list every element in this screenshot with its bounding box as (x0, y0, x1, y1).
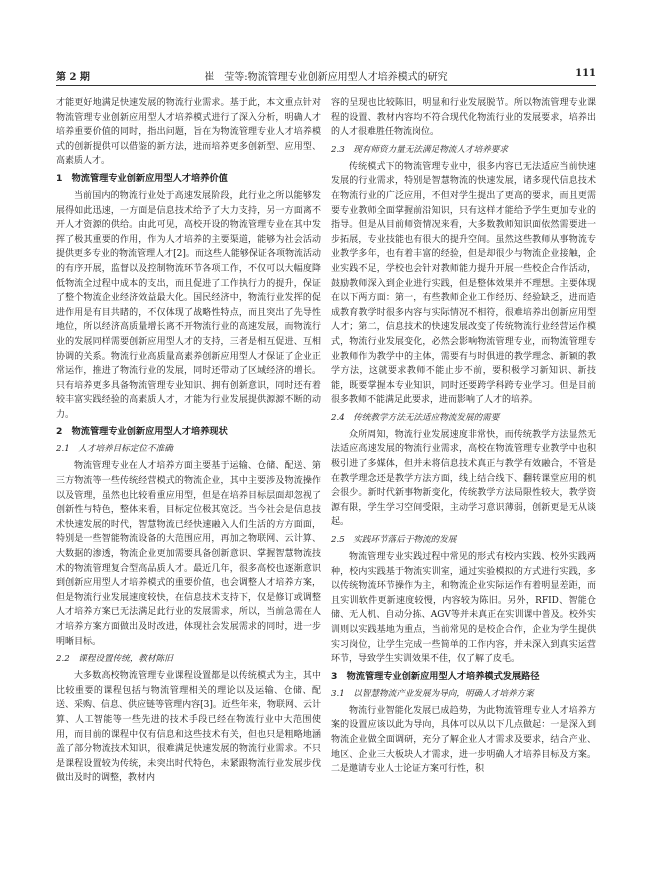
section-2-4-paragraph: 众所周知，物流行业发展速度非常快，而传统教学方法显然无法适应高速发展的物流行业需求，高校在物流管理专业教学中也积极引进了多媒体，但并未将信息技术真正与教学有效融合，不管是在教学理念还是教学方法方面，线上结合线下、翻转课堂应用的机会很少。新时代新事物新变化，传统教学方法局限性较大，教学资源有限，学生学习空间受限，主动学习意识薄弱，创新更是无从谈起。 (331, 429, 596, 528)
section-2-3-paragraph: 传统模式下的物流管理专业中，很多内容已无法适应当前快速发展的行业需求，特别是智慧物流的快速发展，诸多现代信息技术在物流行业的广泛应用，不但对学生提出了更高的要求，而且更需要专业教师全面掌握前沿知识，只有这样才能给予学生更加专业的指导。但是从目前师资情况来看，大多数教师知识面依然需要进一步拓展，专业技能也有很大的提升空间。虽然这些教师从事物流专业教学多年，也有着丰富的经验，但是却很少与物流企业接触，企业实践不足，学校也会针对教师能力提升开展一些校企合作活动，鼓励教师深入到企业进行实践，但是整体效果并不理想。主要体现在以下两方面：第一，有些教师企业工作经历、经验缺乏，进而造成教育教学时很多内容与实际情况不相符，很难培养出创新应用型人才；第二，信息技术的快速发展改变了传统物流行业经营运作模式，物流行业发展变化，必然会影响物流管理专业，而物流管理专业教师作为教学中的主体，需要有与时俱进的教学理念、新颖的教学方法，这就要求教师不能止步不前，要积极学习新知识、新技能，既要掌握本专业知识，同时还要跨学科跨专业学习。但是目前很多教师不能满足此要求，进而影响了人才的培养。 (331, 161, 596, 406)
section-2-5-heading: 2.5 实践环节落后于物流的发展 (331, 535, 457, 546)
section-2-3-heading: 2.3 现有师资力量无法满足物流人才培养要求 (331, 144, 508, 155)
left-column (56, 96, 321, 856)
section-2-2-paragraph: 大多数高校物流管理专业课程设置都是以传统模式为主，其中比较重要的课程包括与物流管理相关的理论以及运输、仓储、配送、采购、信息、供应链等管理内容[3]。近些年来，物联网、云计算、人工智能等一些先进的技术手段已经在物流行业中大范围使用，而目前的课程中仅有信息和这些技术有关，但也只是粗略地涵盖了部分物流技术知识，很难满足快速发展的物流行业需求。不只是课程设置较为传统，未突出时代特色，未紧跟物流行业发展步伐做出及时的调整，教材内 (56, 671, 321, 784)
section-1-paragraph: 当前国内的物流行业处于高速发展阶段，此行业之所以能够发展得如此迅速，一方面是信息技术给予了大力支持，另一方面离不开人才资源的供给。由此可见，高校开设的物流管理专业在其中发挥了极其重要的作用，作为人才培养的主要渠道，能够为社会活动提供更多专业的物流管理人才[2]。而这些人能够保证各项物流活动的有序开展，监督以及控制物流环节各项工作，不仅可以大幅度降低物流全过程中成本的支出，而且促进了工作执行力的提升，保证了整个物流企业经济效益最大化。国民经济中，物流行业发挥的促进作用是有目共睹的，不仅体现了战略性特点，而且突出了先导性地位，所以经济高质量增长离不开物流行业的高速发展，而物流行业的发展同样需要创新应用型人才的支持，三者是相互促进、互相协调的关系。物流行业高质量高素养创新应用型人才保证了企业正常运作，推进了物流行业的发展，同时还带动了区域经济的增长。只有培养更多具备物流管理专业知识、拥有创新意识，同时还有着较丰富实践经验的高素质人才，才能为行业发展提供源源不断的动力。 (56, 190, 321, 420)
section-1-heading: 1 物流管理专业创新应用型人才培养价值 (56, 172, 228, 184)
header-rule (56, 85, 596, 86)
intro-paragraph: 才能更好地满足快速发展的物流行业需求。基于此，本文重点针对物流管理专业创新应用型人才培养模式进行了深入分析，明确人才培养重要价值的同时，指出问题，旨在为物流管理专业人才培养模式的创新提供可以借鉴的新方法，进而培养更多创新型、应用型、高素质人才。 (56, 98, 321, 167)
section-2-heading: 2 物流管理专业创新应用型人才培养现状 (56, 426, 228, 438)
issue-number: 第 2 期 (56, 72, 90, 83)
section-2-5-paragraph: 物流管理专业实践过程中常见的形式有校内实践、校外实践两种，校内实践基于物流实训室，通过实验模拟的方式进行实践，多以传统物流环节操作为主，和物流企业实际运作有着明显差距，而且实训软件更新速度较慢，内容较为陈旧。另外，RFID、智能仓储、无人机、自动分拣、AGV等并未真正在实训课中普及。校外实训则以实践基地为重点，当前常见的是校企合作，企业为学生提供实习岗位，让学生完成一些简单的工作内容，并未深入到真实运营环节，导致学生实训效果不佳，仅了解了皮毛。 (331, 552, 596, 665)
running-header (56, 66, 596, 84)
continued-paragraph: 容的呈现也比较陈旧，明显和行业发展脱节。所以物流管理专业课程的设置、教材内容均不符合现代化物流行业的发展要求，培养出的人才很难胜任物流岗位。 (331, 98, 596, 138)
section-2-2-heading: 2.2 课程设置传统，教材陈旧 (56, 654, 173, 665)
section-2-4-heading: 2.4 传统教学方法无法适应物流发展的需要 (331, 412, 500, 423)
section-2-1-heading: 2.1 人才培养目标定位不准确 (56, 444, 173, 455)
page-number: 111 (575, 68, 596, 79)
section-2-1-paragraph: 物流管理专业在人才培养方面主要基于运输、仓储、配送、第三方物流等一些传统经营模式的物流企业，其中主要涉及物流操作以及管理，虽然也比较看重应用型，但是在培养目标层面却忽视了创新性与特色，整体来看，目标定位极其宽泛。当今社会是信息技术快速发展的时代，智慧物流已经快速融入人们生活的方方面面，特别是一些智能物流设备的大范围应用，再加之物联网、云计算、大数据的渗透，物流企业更加需要具备创新意识、掌握智慧物流技术的物流管理复合型高品质人才。最近几年，很多高校也逐渐意识到创新应用型人才培养模式的重要价值，也会调整人才培养方案，但是物流行业发展速度较快，在信息技术支持下，仅是修订或调整人才培养方案已无法满足此行业的发展需求，所以，当前急需在人才培养方案方面做出及时改进，体现社会发展需求的同时，进一步明晰目标。 (56, 461, 321, 647)
section-3-heading: 3 物流管理专业创新应用型人才培养模式发展路径 (331, 670, 540, 682)
right-column (331, 96, 596, 856)
running-title: 崔 莹等:物流管理专业创新应用型人才培养模式的研究 (204, 72, 448, 83)
section-3-1-paragraph: 物流行业智能化发展已成趋势，为此物流管理专业人才培养方案的设置应该以此为导向，具体可以从以下几点做起：一是深入到物流企业做全面调研，充分了解企业人才需求及要求，结合产业、地区、企业三大板块人才需求，进一步明确人才培养目标及方案。二是邀请专业人士论证方案可行性，积 (331, 705, 596, 775)
section-3-1-heading: 3.1 以智慧物流产业发展为导向，明确人才培养方案 (331, 688, 534, 699)
